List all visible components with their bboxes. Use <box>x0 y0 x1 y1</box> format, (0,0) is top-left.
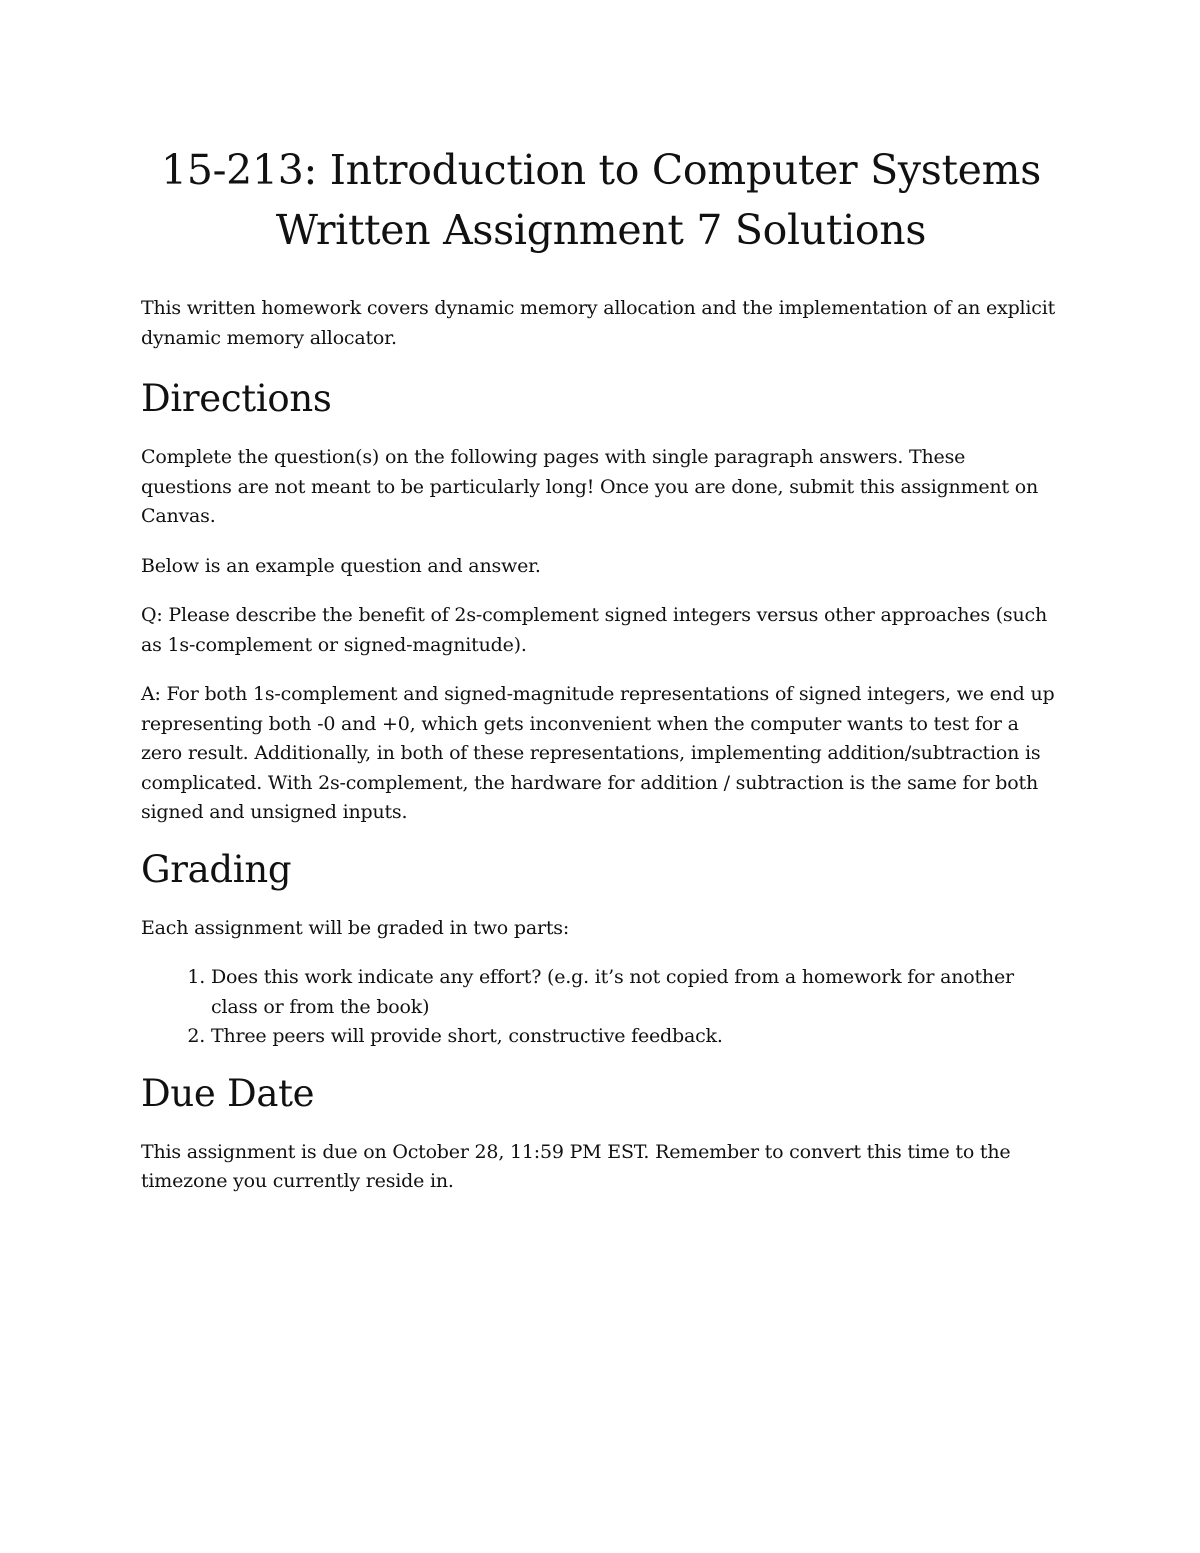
title-line-1: 15-213: Introduction to Computer Systems <box>161 146 1041 194</box>
grading-list <box>141 963 1061 1052</box>
document-page <box>141 140 1061 1217</box>
example-question: Q: Please describe the benefit of 2s-complement signed integers versus other approaches (such as 1s-complement or signed-magnitude). <box>141 604 1047 656</box>
grading-list-item: 2. Three peers will provide short, constructive feedback. <box>211 1022 1061 1052</box>
directions-section <box>141 377 1061 828</box>
directions-paragraph: Complete the question(s) on the following pages with single paragraph answers. These questions are not meant to be particularly long! Once you are done, submit this assignment on Canvas. <box>141 446 1039 527</box>
example-answer: A: For both 1s-complement and signed-magnitude representations of signed integers, we end up representing both -0 and +0, which gets inconvenient when the computer wants to test for a zero result. Additionally, in both of these representations, implementing addition/subtraction is complicated. With 2s-complement, the hardware for addition / subtraction is the same for both signed and unsigned inputs. <box>141 683 1055 823</box>
due-date-section <box>141 1072 1061 1197</box>
due-date-paragraph: This assignment is due on October 28, 11:59 PM EST. Remember to convert this time to the timezone you currently reside in. <box>141 1140 1011 1192</box>
directions-heading: Directions <box>141 377 332 420</box>
intro-paragraph: This written homework covers dynamic memory allocation and the implementation of an explicit dynamic memory allocator. <box>141 297 1056 349</box>
document-title <box>141 140 1061 260</box>
due-date-heading: Due Date <box>141 1071 315 1115</box>
grading-list-item: 1. Does this work indicate any effort? (e.g. it’s not copied from a homework for another class or from the book) <box>211 963 1061 1022</box>
grading-heading: Grading <box>141 847 292 891</box>
title-line-2: Written Assignment 7 Solutions <box>275 206 927 254</box>
example-intro-paragraph: Below is an example question and answer. <box>141 554 541 577</box>
grading-paragraph: Each assignment will be graded in two parts: <box>141 916 570 939</box>
grading-section <box>141 848 1061 1052</box>
